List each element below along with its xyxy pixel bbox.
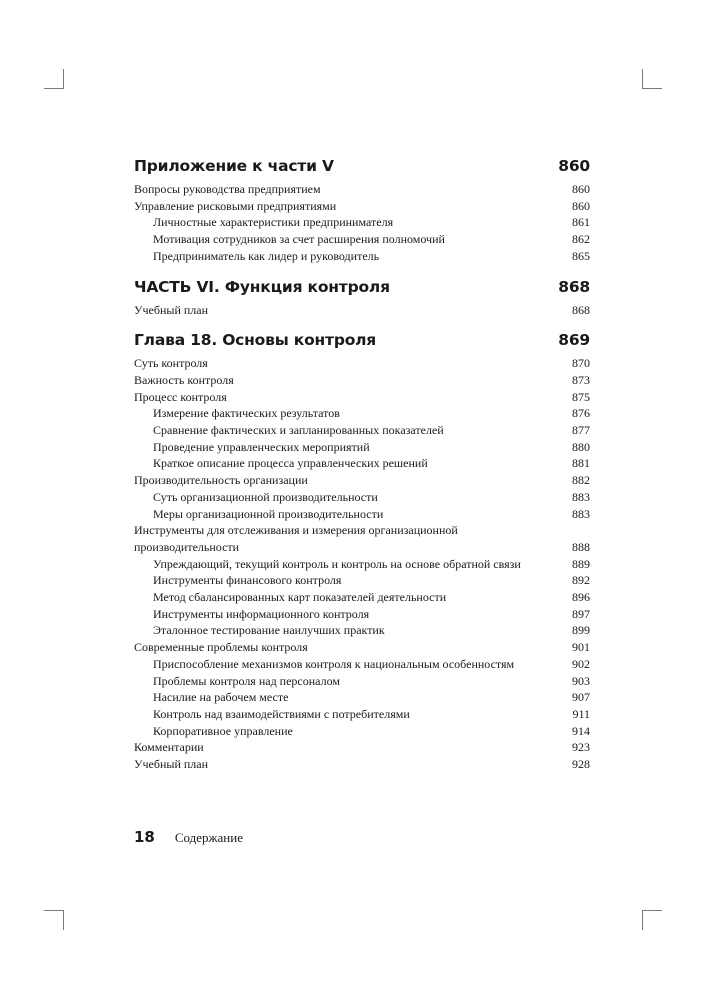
toc-entry-title: Контроль над взаимодействиями с потребителями <box>153 706 410 721</box>
toc-entry <box>134 372 590 389</box>
toc-entry-page-number: 861 <box>572 215 590 230</box>
toc-entry-title: Учебный план <box>134 757 209 772</box>
toc-entry-title: Суть организационной производительности <box>153 489 378 504</box>
toc-entry-page-number: 882 <box>572 473 590 488</box>
toc-entry <box>134 214 590 231</box>
toc-entry-title: Приспособление механизмов контроля к национальным особенностям <box>153 656 515 671</box>
toc-entry <box>134 231 590 248</box>
toc-entry <box>134 248 590 265</box>
toc-entry-page-number: 903 <box>572 673 590 688</box>
section-title: ЧАСТЬ VI. Функция контроля <box>134 277 390 296</box>
footer-page-number: 18 <box>134 828 155 846</box>
toc-entry-page-number: 928 <box>572 757 590 772</box>
toc-entry <box>134 589 590 606</box>
toc-entry-page-number: 892 <box>572 573 590 588</box>
toc-entry-page-number: 914 <box>572 723 590 738</box>
toc-entry <box>134 489 590 506</box>
crop-mark-top-right-h <box>642 88 662 89</box>
crop-mark-top-right-v <box>642 69 643 89</box>
section-page-number: 868 <box>558 277 590 296</box>
toc-entry <box>134 622 590 639</box>
toc-entry <box>134 181 590 198</box>
toc-entry-title: Сравнение фактических и запланированных показателей <box>153 423 444 438</box>
page-footer <box>134 828 243 846</box>
toc-entry <box>134 439 590 456</box>
toc-entry-page-number: 865 <box>572 248 590 263</box>
toc-entry-page-number: 860 <box>572 182 590 196</box>
crop-mark-bottom-right-h <box>642 910 662 911</box>
toc-entry-page-number: 860 <box>572 198 590 213</box>
toc-entry-page-number: 880 <box>572 439 590 454</box>
toc-entry <box>134 706 590 723</box>
toc-entry <box>134 756 590 773</box>
toc-entry-title: Метод сбалансированных карт показателей деятельности <box>153 590 447 605</box>
toc-entry <box>134 739 590 756</box>
crop-mark-bottom-left-v <box>63 910 64 930</box>
table-of-contents <box>134 152 590 773</box>
toc-entry-page-number: 889 <box>572 556 590 571</box>
toc-entry-page-number: 896 <box>572 590 590 605</box>
toc-entry-page-number: 888 <box>572 539 590 554</box>
toc-entry <box>134 422 590 439</box>
toc-entry-title: Проведение управленческих мероприятий <box>153 439 370 454</box>
toc-entry-title: Суть контроля <box>134 356 208 371</box>
section-heading <box>134 330 590 350</box>
toc-entry-title: Инструменты информационного контроля <box>153 606 370 621</box>
section-title: Приложение к части V <box>134 157 334 175</box>
toc-entry <box>134 689 590 706</box>
toc-entry-title: Процесс контроля <box>134 389 227 404</box>
toc-entry <box>134 673 590 690</box>
toc-entry <box>134 405 590 422</box>
toc-entry-page-number: 870 <box>572 356 590 371</box>
crop-mark-bottom-left-h <box>44 910 64 911</box>
toc-entry <box>134 389 590 406</box>
toc-entry-title: Инструменты финансового контроля <box>153 573 342 588</box>
section-page-number: 869 <box>558 331 590 350</box>
toc-entry-page-number: 897 <box>572 606 590 621</box>
toc-entry-title: Краткое описание процесса управленческих решений <box>153 456 428 471</box>
toc-entry-page-number: 923 <box>572 740 590 755</box>
toc-entry-title: Корпоративное управление <box>153 723 293 738</box>
toc-entry-page-number: 899 <box>572 623 590 638</box>
toc-entry-title: Меры организационной производительности <box>153 506 384 521</box>
toc-entry-page-number: 883 <box>572 489 590 504</box>
toc-entry-title: Эталонное тестирование наилучших практик <box>153 623 385 638</box>
toc-entry-title: Предприниматель как лидер и руководитель <box>153 248 380 263</box>
toc-entry-title: Важность контроля <box>134 372 234 387</box>
toc-entry-page-number: 876 <box>572 406 590 421</box>
toc-entry <box>134 302 590 319</box>
toc-entry <box>134 198 590 215</box>
toc-entry-title: Современные проблемы контроля <box>134 640 308 655</box>
crop-mark-top-left-h <box>44 88 64 89</box>
toc-entry-title: Мотивация сотрудников за счет расширения полномочий <box>153 232 445 247</box>
section-title: Глава 18. Основы контроля <box>134 331 377 350</box>
toc-entry <box>134 556 590 573</box>
toc-entry-page-number: 868 <box>572 302 590 317</box>
toc-entry <box>134 472 590 489</box>
toc-entry-title: Измерение фактических результатов <box>153 406 340 421</box>
toc-entry-title: Производительность организации <box>134 473 308 488</box>
section-heading <box>134 277 590 297</box>
toc-entry-page-number: 881 <box>572 456 590 471</box>
toc-entry-page-number: 877 <box>572 423 590 438</box>
toc-entry <box>134 506 590 523</box>
toc-entry-page-number: 902 <box>572 656 590 671</box>
toc-entry-title: Учебный план <box>134 302 209 317</box>
toc-entry <box>134 639 590 656</box>
toc-entry <box>134 522 590 555</box>
toc-entry-title: Управление рисковыми предприятиями <box>134 198 337 213</box>
toc-entry <box>134 656 590 673</box>
toc-entry-page-number: 875 <box>572 389 590 404</box>
section-heading <box>134 156 590 176</box>
toc-entry-page-number: 907 <box>572 690 590 705</box>
toc-entry-title: Упреждающий, текущий контроль и контроль на основе обратной связи <box>153 556 521 571</box>
toc-entry-page-number: 873 <box>572 372 590 387</box>
toc-entry-title: Личностные характеристики предпринимателя <box>153 215 394 230</box>
toc-entry <box>134 606 590 623</box>
toc-entry <box>134 723 590 740</box>
toc-entry-title: Комментарии <box>134 740 204 755</box>
section-page-number: 860 <box>558 157 590 175</box>
toc-entry-title: Инструменты для отслеживания и измерения организационной производительности <box>134 523 458 554</box>
toc-entry-page-number: 862 <box>572 232 590 247</box>
toc-entry-title: Проблемы контроля над персоналом <box>153 673 340 688</box>
toc-entry-page-number: 911 <box>572 706 590 721</box>
toc-entry <box>134 355 590 372</box>
toc-entry <box>134 455 590 472</box>
crop-mark-bottom-right-v <box>642 910 643 930</box>
footer-label: Содержание <box>174 830 243 845</box>
toc-entry-page-number: 901 <box>572 640 590 655</box>
toc-entry-title: Насилие на рабочем месте <box>153 690 289 705</box>
toc-entry-title: Вопросы руководства предприятием <box>134 182 321 196</box>
crop-mark-top-left-v <box>63 69 64 89</box>
toc-entry-page-number: 883 <box>572 506 590 521</box>
toc-entry <box>134 572 590 589</box>
